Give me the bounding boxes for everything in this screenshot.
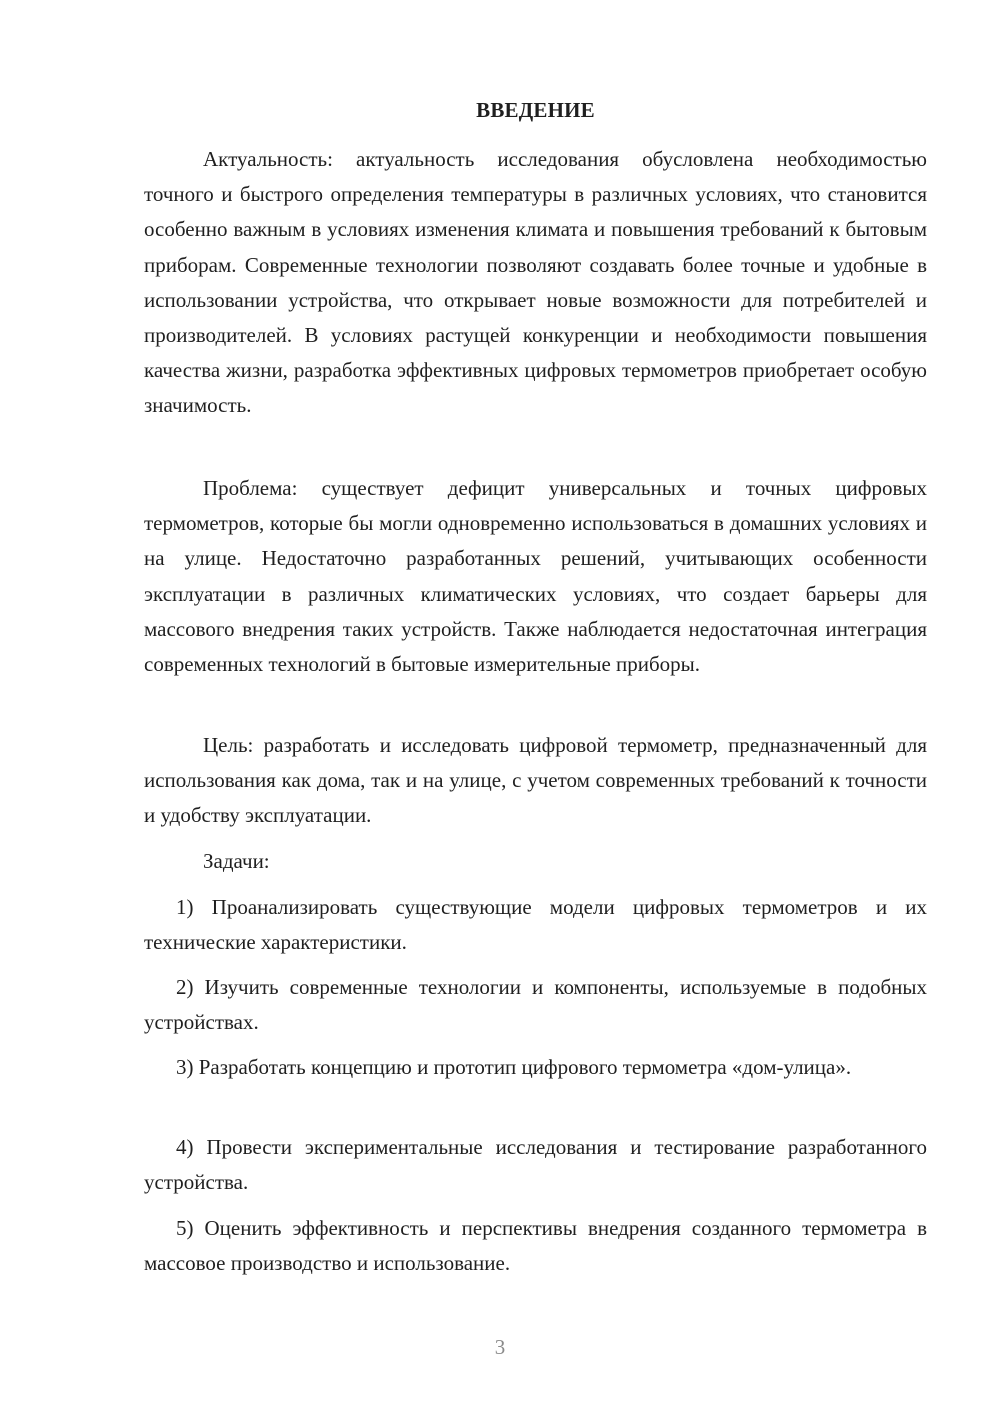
goal-paragraph: Цель: разработать и исследовать цифровой термометр, предназначенный для использования как дома, так и на улице, с учетом современных требований к точности и удобству эксплуатации.: [144, 733, 927, 828]
relevance-paragraph: Актуальность: актуальность исследования обусловлена необходимостью точного и быстрого определения температуры в различных условиях, что становится особенно важным в условиях изменения климата и повышения требований к бытовым приборам. Современные технологии позволяют создавать более точные и удобные в использовании устройства, что открывает новые возможности для потребителей и производителей. В условиях растущей конкуренции и необходимости повышения качества жизни, разработка эффективных цифровых термометров приобретает особую значимость.: [144, 147, 927, 418]
task-item-2: 2) Изучить современные технологии и компоненты, используемые в подобных устройствах.: [144, 975, 927, 1035]
task-item-1: 1) Проанализировать существующие модели цифровых термометров и их технические характеристики.: [144, 895, 927, 955]
task-item-3: 3) Разработать концепцию и прототип цифрового термометра «дом-улица».: [176, 1055, 852, 1079]
task-item-5: 5) Оценить эффективность и перспективы внедрения созданного термометра в массовое производство и использование.: [144, 1216, 927, 1276]
problem-paragraph: Проблема: существует дефицит универсальных и точных цифровых термометров, которые бы могли одновременно использоваться в домашних условиях и на улице. Недостаточно разработанных решений, учитывающих особенности эксплуатации в различных климатических условиях, что создает барьеры для массового внедрения таких устройств. Также наблюдается недостаточная интеграция современных технологий в бытовые измерительные приборы.: [144, 476, 927, 677]
task-item-4: 4) Провести экспериментальные исследования и тестирование разработанного устройства.: [144, 1135, 927, 1195]
page-title: ВВЕДЕНИЕ: [476, 98, 595, 122]
tasks-heading: Задачи:: [203, 849, 270, 873]
page-number: 3: [494, 1335, 506, 1359]
